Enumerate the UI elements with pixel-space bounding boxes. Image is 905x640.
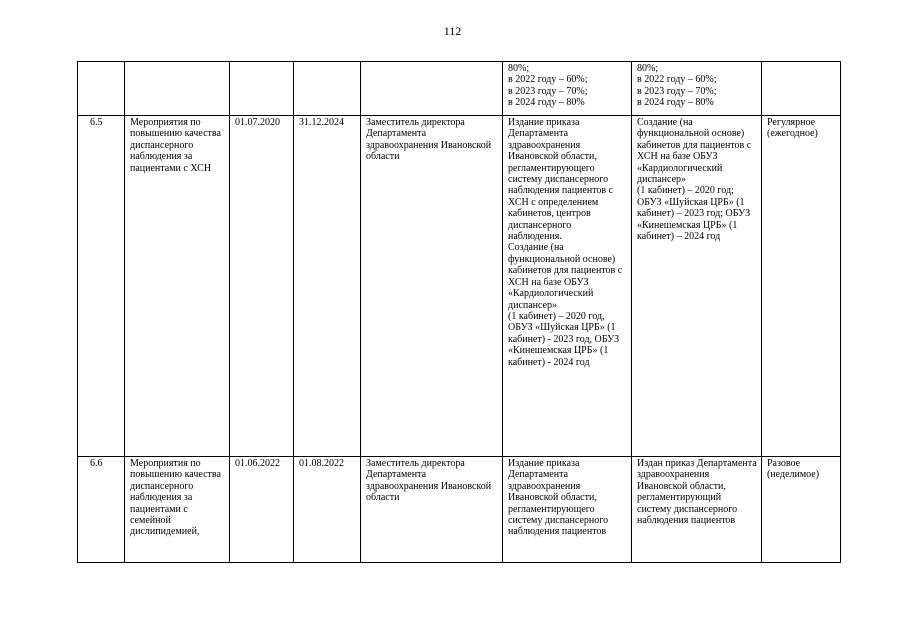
cell-planned-result: 80%; в 2022 году – 60%; в 2023 году – 70%; в 2024 году – 80% <box>503 62 632 116</box>
cell-number <box>78 62 125 116</box>
cell-start-date <box>230 62 294 116</box>
cell-end-date <box>294 62 361 116</box>
cell-end-date: 31.12.2024 <box>294 116 361 457</box>
cell-start-date <box>230 457 294 563</box>
cell-text: Заместитель директора Департамента здравоохранения Ивановской области <box>366 458 492 504</box>
cell-planned-result <box>503 457 632 563</box>
cell-text: Разовое (неделимое) <box>767 458 820 481</box>
cell-planned-result: Издание приказа Департамента здравоохранения Ивановской области, регламентирующего систему диспансерного наблюдения пациентов с ХСН с определением кабинетов, центров диспансерного наблюдения. Создание (на функциональной основе) кабинетов для пациентов с ХСН на базе ОБУЗ «Кардиологический диспансер» (1 кабинет) – 2020 год, ОБУЗ «Шуйская ЦРБ» (1 кабинет) - 2023 год, ОБУЗ «Кинешемская ЦРБ» (1 кабинет) - 2024 год <box>503 116 632 457</box>
cell-text: 6.6 <box>90 458 103 469</box>
cell-actual-result <box>632 457 762 563</box>
cell-measure-name <box>125 457 230 563</box>
cell-actual-result: Создание (на функциональной основе) кабинетов для пациентов с ХСН на базе ОБУЗ «Кардиологический диспансер» (1 кабинет) – 2020 год; ОБУЗ «Шуйская ЦРБ» (1 кабинет) – 2023 год; ОБУЗ «Кинешемская ЦРБ» (1 кабинет) – 2024 год <box>632 116 762 457</box>
cell-type <box>762 457 841 563</box>
cell-measure-name <box>125 62 230 116</box>
cell-actual-result: 80%; в 2022 году – 60%; в 2023 году – 70%; в 2024 году – 80% <box>632 62 762 116</box>
cell-number <box>78 457 125 563</box>
cell-responsible <box>361 62 503 116</box>
cell-text: Мероприятия по повышению качества диспансерного наблюдения за пациентами с семейной дислипидемией, <box>130 458 221 538</box>
cell-measure-name: Мероприятия по повышению качества диспансерного наблюдения за пациентами с ХСН <box>125 116 230 457</box>
page-number: 112 <box>443 24 462 38</box>
cell-text: 01.08.2022 <box>299 458 344 469</box>
table-row <box>78 62 841 116</box>
cell-responsible <box>361 457 503 563</box>
cell-type <box>762 62 841 116</box>
cell-end-date <box>294 457 361 563</box>
measures-table <box>77 61 841 563</box>
table-row <box>78 116 841 457</box>
cell-start-date: 01.07.2020 <box>230 116 294 457</box>
cell-text: Издан приказ Департамента здравоохранения Ивановской области, регламентирующий систему диспансерного наблюдения пациентов <box>637 458 757 527</box>
cell-number: 6.5 <box>78 116 125 457</box>
cell-text: Издание приказа Департамента здравоохранения Ивановской области, регламентирующего системy диспансерного наблюдения пациентов <box>508 458 609 538</box>
cell-type: Регулярное (ежегодное) <box>762 116 841 457</box>
cell-text: 01.06.2022 <box>235 458 280 469</box>
cell-responsible: Заместитель директора Департамента здравоохранения Ивановской области <box>361 116 503 457</box>
table-row <box>78 457 841 563</box>
